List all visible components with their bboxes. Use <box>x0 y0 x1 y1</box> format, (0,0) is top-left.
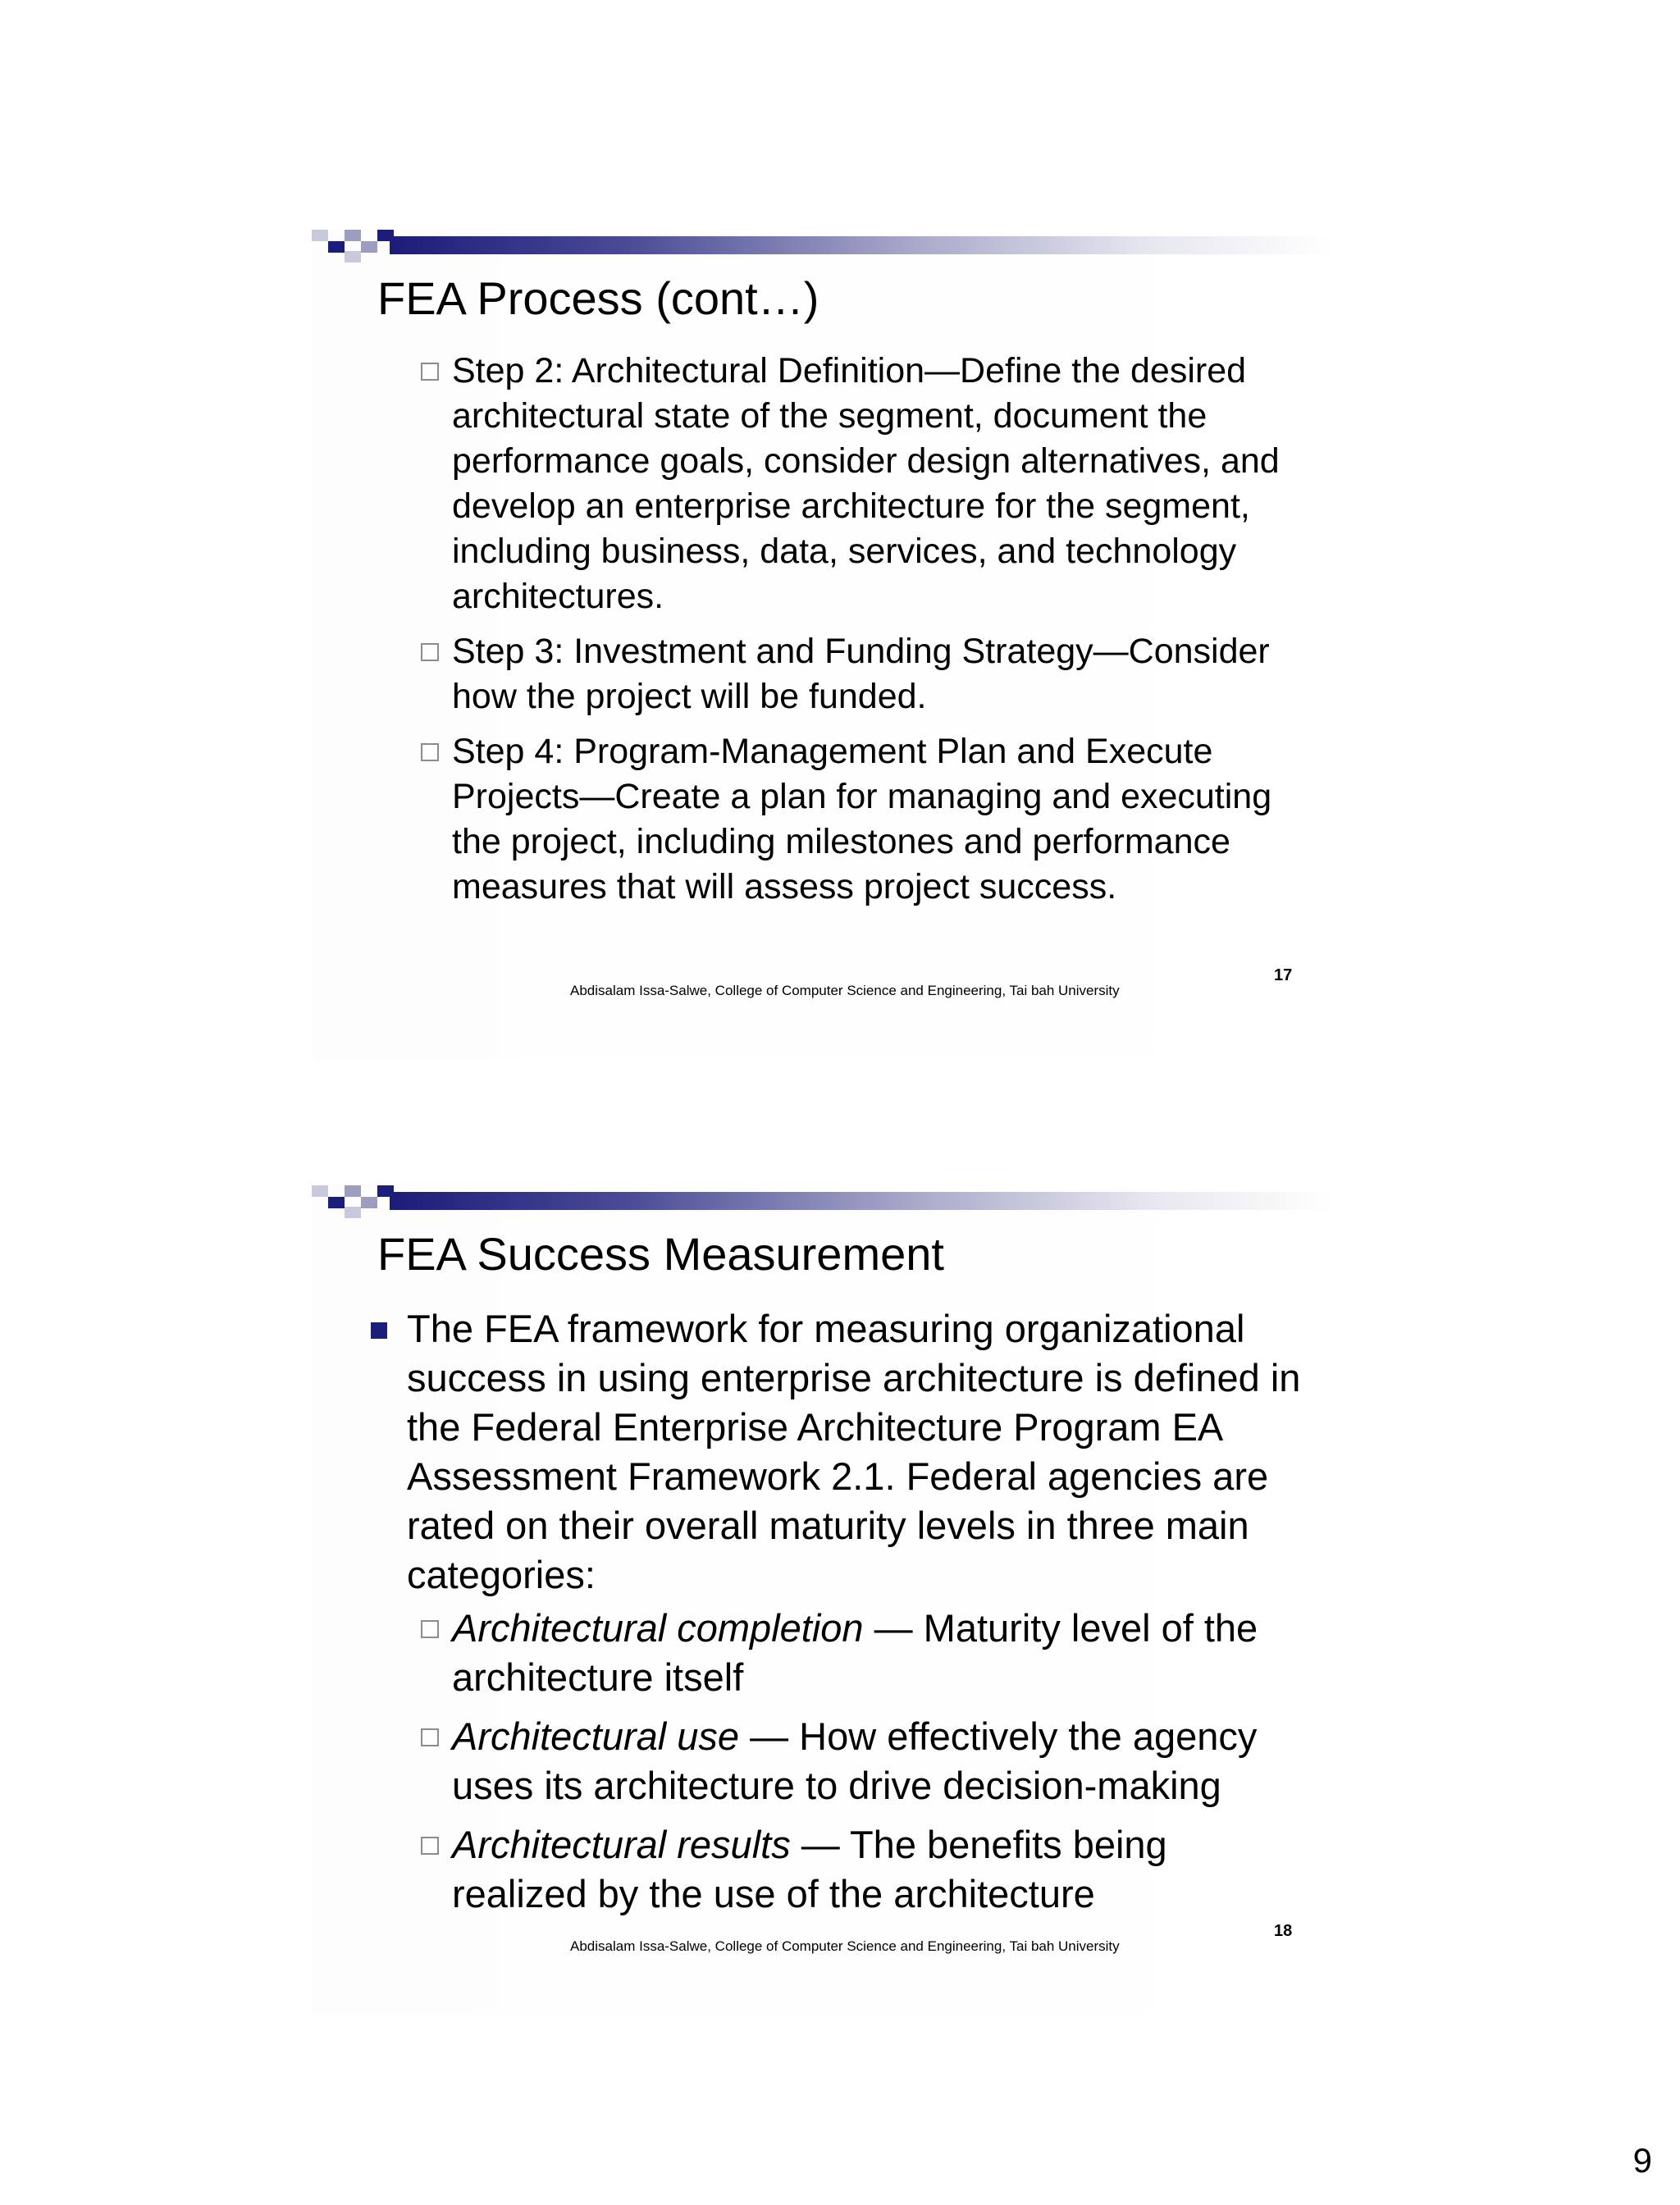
filled-square-bullet-icon <box>371 1322 387 1339</box>
list-item: Step 2: Architectural Definition—Define the desired architectural state of the segment, document the performance goals, consider design alternatives, and develop an enterprise architecture for the segment, including business, data, services, and technology architectures. <box>421 349 1307 619</box>
slide-number: 18 <box>1274 1922 1293 1940</box>
list-item: Step 3: Investment and Funding Strategy—Consider how the project will be funded. <box>421 629 1307 719</box>
category-list <box>421 1604 1307 1929</box>
list-item <box>421 1604 1307 1702</box>
main-bullet-item: The FEA framework for measuring organizational success in using enterprise architecture is defined in the Federal Enterprise Architecture Program EA Assessment Framework 2.1. Federal agencies are rated on their overall maturity levels in three main categories: <box>369 1304 1321 1600</box>
hollow-square-bullet-icon <box>421 743 439 761</box>
slide-footer: Abdisalam Issa-Salwe, College of Computer Science and Engineering, Tai bah University <box>570 1938 1120 1954</box>
category-term: Architectural completion <box>452 1606 864 1650</box>
category-description: — The benefits being realized by the use of the architecture <box>452 1823 1167 1915</box>
slide-title: FEA Success Measurement <box>377 1228 944 1280</box>
category-description: — How effectively the agency uses its architecture to drive decision-making <box>452 1714 1258 1807</box>
slide-title: FEA Process (cont…) <box>377 272 819 324</box>
list-item <box>421 1712 1307 1810</box>
category-description: — Maturity level of the architecture itself <box>452 1606 1258 1699</box>
step-list <box>421 349 1307 920</box>
hollow-square-bullet-icon <box>421 1620 439 1638</box>
list-item: Step 4: Program-Management Plan and Execute Projects—Create a plan for managing and executing the project, including milestones and performance measures that will assess project success. <box>421 729 1307 910</box>
slide-17 <box>312 230 1337 1058</box>
slide-footer: Abdisalam Issa-Salwe, College of Computer Science and Engineering, Tai bah University <box>570 983 1120 998</box>
list-item <box>421 1820 1307 1919</box>
category-term: Architectural use <box>452 1714 740 1758</box>
hollow-square-bullet-icon <box>421 363 439 381</box>
slide-header-decoration <box>312 1185 1337 1218</box>
hollow-square-bullet-icon <box>421 1728 439 1746</box>
category-term: Architectural results <box>452 1823 791 1866</box>
slide-18 <box>312 1185 1337 2014</box>
hollow-square-bullet-icon <box>421 643 439 661</box>
page-number: 9 <box>1632 2141 1652 2180</box>
slide-number: 17 <box>1274 966 1293 984</box>
slide-header-decoration <box>312 230 1337 262</box>
hollow-square-bullet-icon <box>421 1837 439 1855</box>
